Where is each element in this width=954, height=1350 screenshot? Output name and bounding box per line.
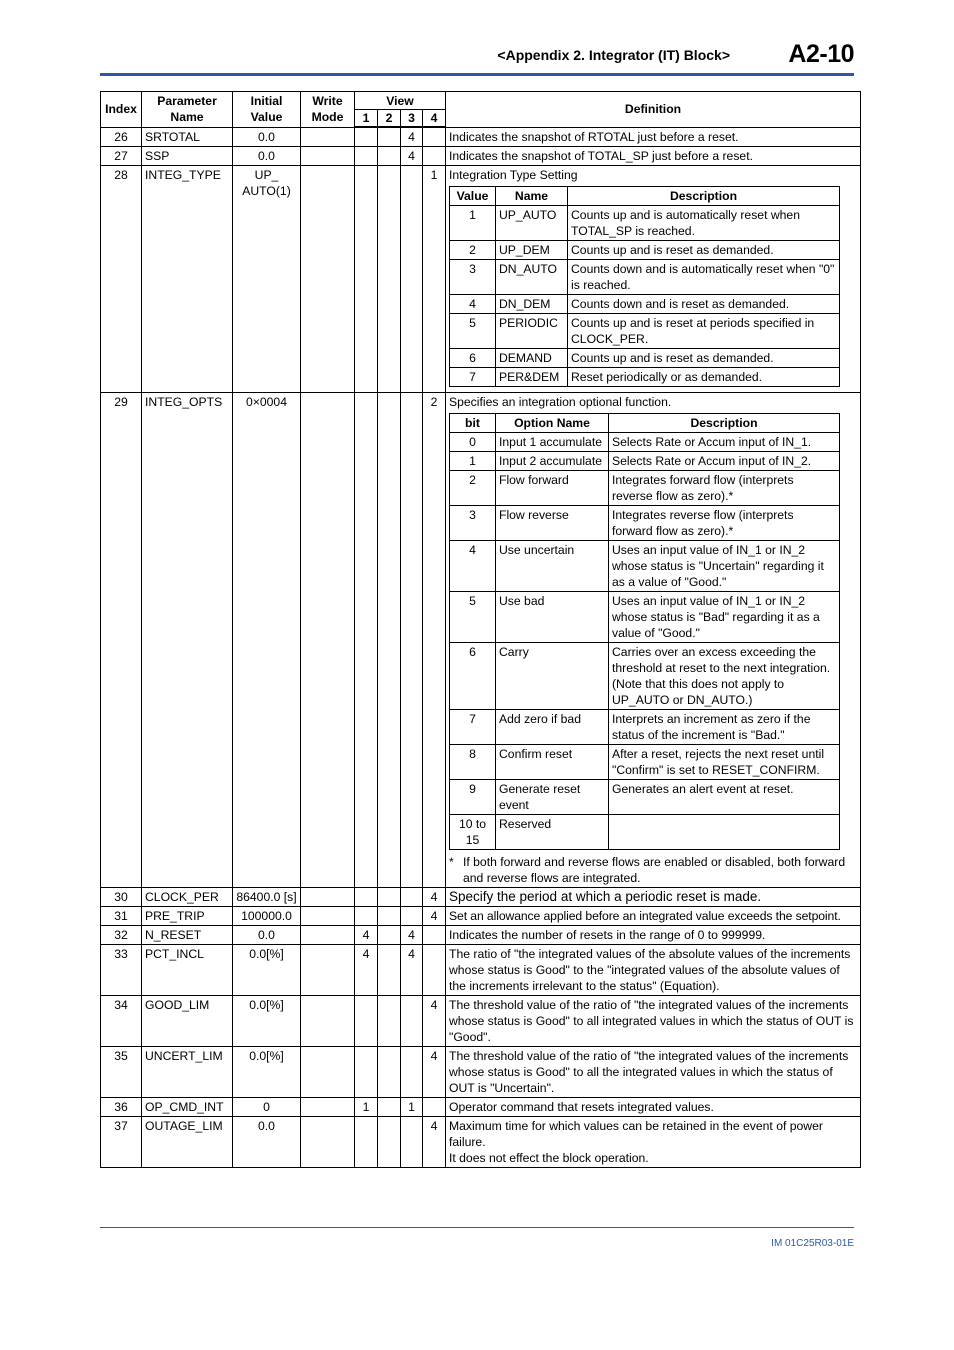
row-definition: Specify the period at which a periodic reset is made. [446,888,861,907]
row-view-2 [378,393,401,888]
header-write-mode: Write Mode [301,92,355,128]
row-view-2 [378,996,401,1047]
row-index: 34 [101,996,142,1047]
header-view-1: 1 [355,110,378,128]
integ-opts-name: Confirm reset [496,745,609,780]
row-initial-value: 0 [233,1098,301,1117]
integ-opts-row [450,710,840,745]
row-definition: Set an allowance applied before an integrated value exceeds the setpoint. [446,907,861,926]
row-definition-line: Maximum time for which values can be retained in the event of power failure. [449,1119,823,1149]
row-view-3 [401,907,423,926]
integ-type-title: Integration Type Setting [449,168,578,182]
integ-opts-description: Uses an input value of IN_1 or IN_2 whose status is "Bad" regarding it as a value of "Good." [609,592,840,643]
table-row [101,1098,861,1117]
integ-type-description: Reset periodically or as demanded. [568,368,840,387]
row-definition [446,1117,861,1168]
integ-opts-bit: 10 to 15 [450,815,496,850]
footnote-text: If both forward and reverse flows are enabled or disabled, both forward and reverse flows are integrated. [463,855,846,885]
integ-opts-description: Selects Rate or Accum input of IN_2. [609,452,840,471]
row-initial-value: 0.0 [233,127,301,147]
integ-opts-description: Uses an input value of IN_1 or IN_2 whose status is "Uncertain" regarding it as a value of "Good." [609,541,840,592]
integ-type-row [450,368,840,387]
row-definition: Indicates the number of resets in the range of 0 to 999999. [446,926,861,945]
integ-type-name: PER&DEM [496,368,568,387]
integ-opts-name: Input 2 accumulate [496,452,609,471]
integ-type-description: Counts down and is automatically reset when "0" is reached. [568,260,840,295]
row-index: 31 [101,907,142,926]
table-row [101,166,861,393]
integ-opts-name: Use bad [496,592,609,643]
header-definition: Definition [446,92,861,128]
table-row [101,996,861,1047]
row-index: 35 [101,1047,142,1098]
table-row [101,888,861,907]
row-view-4 [423,945,446,996]
row-index: 33 [101,945,142,996]
row-view-2 [378,147,401,166]
row-initial-value: 0.0 [233,926,301,945]
integ-type-description: Counts up and is automatically reset when TOTAL_SP is reached. [568,206,840,241]
integ-type-row [450,295,840,314]
integ-opts-row [450,780,840,815]
integ-opts-bit: 7 [450,710,496,745]
row-param-name: OP_CMD_INT [142,1098,233,1117]
row-definition: Indicates the snapshot of TOTAL_SP just before a reset. [446,147,861,166]
row-param-name: INTEG_OPTS [142,393,233,888]
table-row [101,393,861,888]
row-view-3 [401,996,423,1047]
row-view-2 [378,127,401,147]
section-title: <Appendix 2. Integrator (IT) Block> [497,47,730,63]
row-index: 37 [101,1117,142,1168]
row-view-2 [378,1047,401,1098]
row-param-name: UNCERT_LIM [142,1047,233,1098]
integ-type-value: 5 [450,314,496,349]
integ-type-table [449,186,840,387]
row-initial-value: 0×0004 [233,393,301,888]
row-view-2 [378,907,401,926]
row-initial-value: UP_ AUTO(1) [233,166,301,393]
row-view-1 [355,996,378,1047]
integ-opts-name: Flow forward [496,471,609,506]
row-index: 30 [101,888,142,907]
integ-opts-bit: 8 [450,745,496,780]
header-view: View [355,92,446,110]
row-view-3: 4 [401,127,423,147]
row-view-2 [378,945,401,996]
row-view-1 [355,147,378,166]
integ-type-name: DN_DEM [496,295,568,314]
integ-opts-row [450,815,840,850]
integ-type-value: 6 [450,349,496,368]
integ-type-name: DN_AUTO [496,260,568,295]
row-definition: Operator command that resets integrated values. [446,1098,861,1117]
integ-opts-name: Add zero if bad [496,710,609,745]
row-view-4: 4 [423,1047,446,1098]
row-view-3 [401,1117,423,1168]
integ-opts-header-bit: bit [450,414,496,433]
page-number: A2-10 [788,40,854,68]
row-view-1 [355,393,378,888]
row-view-4: 4 [423,888,446,907]
row-initial-value: 100000.0 [233,907,301,926]
header-index: Index [101,92,142,128]
integ-type-name: UP_DEM [496,241,568,260]
row-view-2 [378,1117,401,1168]
table-row [101,1117,861,1168]
row-definition: The threshold value of the ratio of "the integrated values of the increments whose status is Good" to all integrated values in which the status of OUT is "Good". [446,996,861,1047]
integ-opts-name: Use uncertain [496,541,609,592]
row-write-mode [301,127,355,147]
integ-type-row [450,260,840,295]
row-view-3 [401,888,423,907]
row-initial-value: 0.0[%] [233,945,301,996]
row-view-4 [423,147,446,166]
integ-opts-row [450,643,840,710]
integ-opts-name: Input 1 accumulate [496,433,609,452]
row-write-mode [301,166,355,393]
row-param-name: PCT_INCL [142,945,233,996]
row-view-4: 1 [423,166,446,393]
header-parameter-name: Parameter Name [142,92,233,128]
row-view-2 [378,888,401,907]
integ-opts-row [450,541,840,592]
row-write-mode [301,1047,355,1098]
row-initial-value: 0.0[%] [233,996,301,1047]
integ-type-header-description: Description [568,187,840,206]
row-param-name: N_RESET [142,926,233,945]
row-view-3: 4 [401,147,423,166]
row-initial-value: 0.0 [233,147,301,166]
table-row [101,945,861,996]
integ-opts-row [450,506,840,541]
integ-opts-header-description: Description [609,414,840,433]
row-index: 26 [101,127,142,147]
integ-opts-description: Selects Rate or Accum input of IN_1. [609,433,840,452]
table-row [101,1047,861,1098]
row-index: 28 [101,166,142,393]
row-index: 27 [101,147,142,166]
integ-opts-bit: 0 [450,433,496,452]
integ-type-name: DEMAND [496,349,568,368]
row-write-mode [301,147,355,166]
row-write-mode [301,393,355,888]
row-view-1 [355,888,378,907]
integ-type-row [450,314,840,349]
integ-opts-description: Integrates forward flow (interprets reverse flow as zero).* [609,471,840,506]
integ-opts-description: Integrates reverse flow (interprets forward flow as zero).* [609,506,840,541]
row-definition: The threshold value of the ratio of "the integrated values of the increments whose status is Good" to all the integrated values in which the status of OUT is "Uncertain". [446,1047,861,1098]
row-view-1 [355,166,378,393]
row-view-1: 1 [355,1098,378,1117]
integ-opts-row [450,433,840,452]
row-definition [446,393,861,888]
integ-opts-bit: 1 [450,452,496,471]
row-view-3: 4 [401,945,423,996]
integ-type-value: 7 [450,368,496,387]
integ-opts-footnote [449,854,857,886]
row-definition: The ratio of "the integrated values of the absolute values of the increments whose status is Good" to the "integrated values of the absolute values of the increments irrelevant to the status" (Equation). [446,945,861,996]
row-view-4 [423,926,446,945]
row-view-1 [355,1117,378,1168]
integ-type-description: Counts up and is reset at periods specified in CLOCK_PER. [568,314,840,349]
row-param-name: INTEG_TYPE [142,166,233,393]
header-view-4: 4 [423,110,446,128]
integ-type-row [450,349,840,368]
row-param-name: SSP [142,147,233,166]
table-row [101,907,861,926]
row-view-4 [423,1098,446,1117]
row-param-name: OUTAGE_LIM [142,1117,233,1168]
integ-opts-row [450,452,840,471]
row-view-4: 4 [423,1117,446,1168]
integ-type-name: UP_AUTO [496,206,568,241]
row-view-1 [355,127,378,147]
integ-opts-name: Carry [496,643,609,710]
row-initial-value: 0.0[%] [233,1047,301,1098]
row-view-3 [401,1047,423,1098]
table-row [101,127,861,147]
row-param-name: PRE_TRIP [142,907,233,926]
row-definition-line: It does not effect the block operation. [449,1151,649,1165]
integ-type-description: Counts down and is reset as demanded. [568,295,840,314]
integ-type-row [450,206,840,241]
header-rule [100,73,854,76]
row-param-name: SRTOTAL [142,127,233,147]
row-write-mode [301,996,355,1047]
integ-opts-description: Interprets an increment as zero if the status of the increment is "Bad." [609,710,840,745]
row-view-2 [378,926,401,945]
integ-opts-row [450,471,840,506]
row-view-3: 4 [401,926,423,945]
row-index: 29 [101,393,142,888]
row-index: 36 [101,1098,142,1117]
table-row [101,926,861,945]
row-param-name: CLOCK_PER [142,888,233,907]
integ-type-header-name: Name [496,187,568,206]
row-definition: Indicates the snapshot of RTOTAL just before a reset. [446,127,861,147]
integ-type-value: 3 [450,260,496,295]
row-write-mode [301,945,355,996]
integ-opts-name: Reserved [496,815,609,850]
row-write-mode [301,1098,355,1117]
row-view-4 [423,127,446,147]
integ-type-description: Counts up and is reset as demanded. [568,349,840,368]
integ-type-value: 1 [450,206,496,241]
integ-opts-name: Generate reset event [496,780,609,815]
row-param-name: GOOD_LIM [142,996,233,1047]
integ-type-value: 4 [450,295,496,314]
integ-opts-name: Flow reverse [496,506,609,541]
integ-opts-description: Generates an alert event at reset. [609,780,840,815]
row-write-mode [301,888,355,907]
integ-opts-description [609,815,840,850]
row-write-mode [301,926,355,945]
integ-opts-title: Specifies an integration optional function. [449,395,672,409]
row-write-mode [301,1117,355,1168]
integ-opts-header-option-name: Option Name [496,414,609,433]
row-initial-value: 0.0 [233,1117,301,1168]
integ-opts-bit: 9 [450,780,496,815]
row-view-2 [378,166,401,393]
document-id: IM 01C25R03-01E [771,1238,854,1249]
integ-opts-description: After a reset, rejects the next reset until "Confirm" is set to RESET_CONFIRM. [609,745,840,780]
row-write-mode [301,907,355,926]
row-view-2 [378,1098,401,1117]
row-view-3 [401,393,423,888]
table-row [101,147,861,166]
integ-opts-bit: 5 [450,592,496,643]
integ-opts-row [450,592,840,643]
integ-type-name: PERIODIC [496,314,568,349]
parameter-table [100,91,861,1168]
row-view-1 [355,1047,378,1098]
integ-opts-bit: 4 [450,541,496,592]
integ-opts-description: Carries over an excess exceeding the threshold at reset to the next integration. (Note that this does not apply to UP_AUTO or DN_AUTO.) [609,643,840,710]
row-view-1 [355,907,378,926]
integ-type-description: Counts up and is reset as demanded. [568,241,840,260]
integ-type-header-value: Value [450,187,496,206]
footer-rule [100,1227,854,1228]
row-definition [446,166,861,393]
integ-opts-table [449,413,840,850]
footnote-mark: * [449,855,454,869]
row-view-4: 4 [423,996,446,1047]
row-view-1: 4 [355,945,378,996]
row-initial-value: 86400.0 [s] [233,888,301,907]
header-view-3: 3 [401,110,423,128]
integ-opts-row [450,745,840,780]
row-view-4: 4 [423,907,446,926]
row-view-4: 2 [423,393,446,888]
integ-opts-bit: 3 [450,506,496,541]
integ-opts-bit: 6 [450,643,496,710]
integ-opts-bit: 2 [450,471,496,506]
row-view-3: 1 [401,1098,423,1117]
integ-type-row [450,241,840,260]
header-view-2: 2 [378,110,401,128]
integ-type-value: 2 [450,241,496,260]
header-initial-value: Initial Value [233,92,301,128]
row-view-3 [401,166,423,393]
row-index: 32 [101,926,142,945]
row-view-1: 4 [355,926,378,945]
